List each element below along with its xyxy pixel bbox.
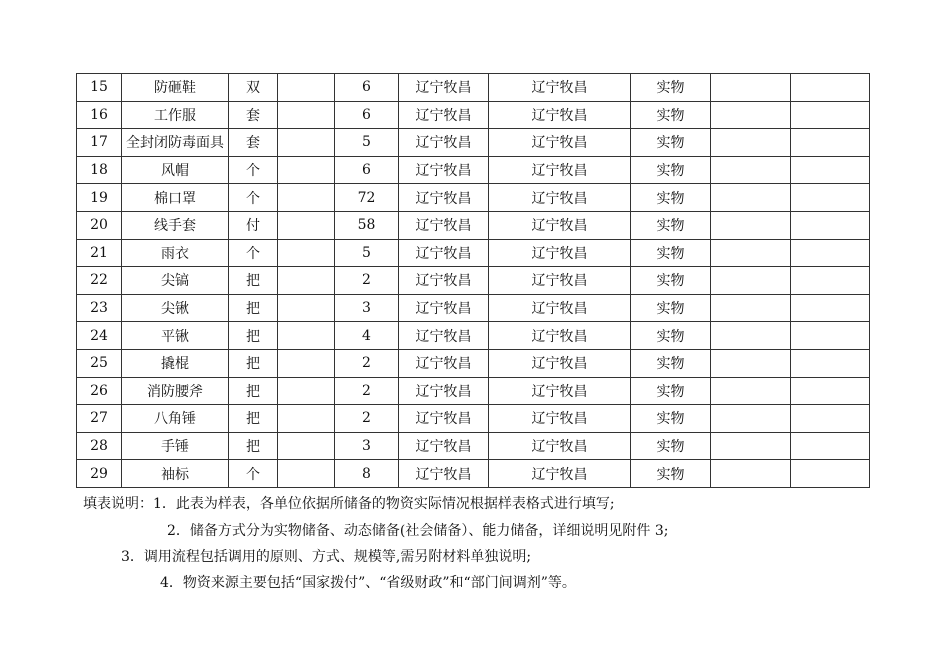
cell-owner: 辽宁牧昌 bbox=[399, 156, 489, 184]
cell-storage-method: 实物 bbox=[631, 156, 711, 184]
cell-blank bbox=[278, 211, 335, 239]
cell-blank bbox=[711, 184, 791, 212]
cell-owner: 辽宁牧昌 bbox=[399, 294, 489, 322]
cell-blank bbox=[278, 239, 335, 267]
note-line-2: 2．储备方式分为实物储备、动态储备(社会储备）、能力储备，详细说明见附件 3; bbox=[167, 523, 669, 539]
table-row bbox=[77, 432, 870, 460]
cell-blank bbox=[791, 405, 870, 433]
cell-index: 28 bbox=[77, 432, 122, 460]
cell-index: 21 bbox=[77, 239, 122, 267]
cell-quantity: 2 bbox=[335, 405, 399, 433]
cell-location: 辽宁牧昌 bbox=[489, 74, 631, 102]
cell-quantity: 58 bbox=[335, 211, 399, 239]
cell-blank bbox=[278, 432, 335, 460]
cell-quantity: 6 bbox=[335, 156, 399, 184]
cell-owner: 辽宁牧昌 bbox=[399, 74, 489, 102]
cell-unit: 付 bbox=[229, 211, 278, 239]
cell-blank bbox=[791, 432, 870, 460]
cell-blank bbox=[711, 349, 791, 377]
cell-owner: 辽宁牧昌 bbox=[399, 432, 489, 460]
cell-location: 辽宁牧昌 bbox=[489, 101, 631, 129]
cell-blank bbox=[791, 377, 870, 405]
cell-blank bbox=[278, 101, 335, 129]
cell-item-name: 袖标 bbox=[122, 460, 229, 488]
cell-location: 辽宁牧昌 bbox=[489, 211, 631, 239]
cell-index: 27 bbox=[77, 405, 122, 433]
cell-location: 辽宁牧昌 bbox=[489, 184, 631, 212]
cell-index: 29 bbox=[77, 460, 122, 488]
cell-storage-method: 实物 bbox=[631, 239, 711, 267]
cell-location: 辽宁牧昌 bbox=[489, 239, 631, 267]
cell-blank bbox=[711, 405, 791, 433]
cell-location: 辽宁牧昌 bbox=[489, 349, 631, 377]
cell-quantity: 2 bbox=[335, 267, 399, 295]
table-row bbox=[77, 156, 870, 184]
cell-index: 15 bbox=[77, 74, 122, 102]
table-row bbox=[77, 377, 870, 405]
table-row bbox=[77, 322, 870, 350]
cell-blank bbox=[791, 184, 870, 212]
table-row bbox=[77, 184, 870, 212]
cell-blank bbox=[278, 377, 335, 405]
cell-quantity: 5 bbox=[335, 239, 399, 267]
cell-location: 辽宁牧昌 bbox=[489, 294, 631, 322]
cell-storage-method: 实物 bbox=[631, 405, 711, 433]
table-row bbox=[77, 294, 870, 322]
cell-blank bbox=[711, 267, 791, 295]
cell-item-name: 手锤 bbox=[122, 432, 229, 460]
table-row bbox=[77, 239, 870, 267]
cell-storage-method: 实物 bbox=[631, 211, 711, 239]
note-line-3: 3．调用流程包括调用的原则、方式、规模等,需另附材料单独说明; bbox=[121, 549, 532, 565]
cell-storage-method: 实物 bbox=[631, 432, 711, 460]
table-row bbox=[77, 460, 870, 488]
cell-unit: 套 bbox=[229, 101, 278, 129]
cell-blank bbox=[711, 74, 791, 102]
cell-unit: 把 bbox=[229, 377, 278, 405]
cell-blank bbox=[711, 432, 791, 460]
cell-quantity: 5 bbox=[335, 129, 399, 157]
cell-blank bbox=[791, 349, 870, 377]
cell-storage-method: 实物 bbox=[631, 129, 711, 157]
table-row bbox=[77, 405, 870, 433]
cell-blank bbox=[711, 460, 791, 488]
cell-unit: 把 bbox=[229, 322, 278, 350]
cell-owner: 辽宁牧昌 bbox=[399, 405, 489, 433]
cell-owner: 辽宁牧昌 bbox=[399, 460, 489, 488]
cell-blank bbox=[278, 184, 335, 212]
inventory-sheet bbox=[76, 73, 870, 488]
cell-blank bbox=[791, 101, 870, 129]
cell-quantity: 6 bbox=[335, 74, 399, 102]
cell-unit: 把 bbox=[229, 432, 278, 460]
table-row bbox=[77, 349, 870, 377]
cell-blank bbox=[791, 267, 870, 295]
cell-blank bbox=[711, 156, 791, 184]
table-row bbox=[77, 74, 870, 102]
cell-blank bbox=[278, 74, 335, 102]
cell-blank bbox=[278, 460, 335, 488]
cell-item-name: 防砸鞋 bbox=[122, 74, 229, 102]
cell-item-name: 工作服 bbox=[122, 101, 229, 129]
cell-index: 25 bbox=[77, 349, 122, 377]
cell-item-name: 全封闭防毒面具 bbox=[122, 129, 229, 157]
cell-location: 辽宁牧昌 bbox=[489, 460, 631, 488]
cell-quantity: 4 bbox=[335, 322, 399, 350]
cell-location: 辽宁牧昌 bbox=[489, 267, 631, 295]
inventory-table bbox=[76, 73, 870, 488]
cell-index: 26 bbox=[77, 377, 122, 405]
cell-storage-method: 实物 bbox=[631, 322, 711, 350]
cell-blank bbox=[278, 349, 335, 377]
cell-storage-method: 实物 bbox=[631, 377, 711, 405]
cell-location: 辽宁牧昌 bbox=[489, 156, 631, 184]
cell-storage-method: 实物 bbox=[631, 460, 711, 488]
cell-owner: 辽宁牧昌 bbox=[399, 349, 489, 377]
cell-owner: 辽宁牧昌 bbox=[399, 267, 489, 295]
cell-quantity: 3 bbox=[335, 432, 399, 460]
cell-unit: 把 bbox=[229, 294, 278, 322]
cell-item-name: 撬棍 bbox=[122, 349, 229, 377]
cell-quantity: 3 bbox=[335, 294, 399, 322]
cell-owner: 辽宁牧昌 bbox=[399, 184, 489, 212]
cell-unit: 双 bbox=[229, 74, 278, 102]
cell-item-name: 消防腰斧 bbox=[122, 377, 229, 405]
cell-owner: 辽宁牧昌 bbox=[399, 211, 489, 239]
cell-owner: 辽宁牧昌 bbox=[399, 101, 489, 129]
cell-location: 辽宁牧昌 bbox=[489, 322, 631, 350]
table-row bbox=[77, 129, 870, 157]
cell-blank bbox=[278, 267, 335, 295]
cell-storage-method: 实物 bbox=[631, 101, 711, 129]
table-row bbox=[77, 211, 870, 239]
cell-storage-method: 实物 bbox=[631, 267, 711, 295]
cell-blank bbox=[278, 294, 335, 322]
cell-blank bbox=[278, 156, 335, 184]
cell-index: 23 bbox=[77, 294, 122, 322]
cell-blank bbox=[711, 294, 791, 322]
cell-unit: 把 bbox=[229, 349, 278, 377]
cell-storage-method: 实物 bbox=[631, 294, 711, 322]
cell-unit: 个 bbox=[229, 184, 278, 212]
cell-item-name: 雨衣 bbox=[122, 239, 229, 267]
cell-quantity: 2 bbox=[335, 377, 399, 405]
cell-location: 辽宁牧昌 bbox=[489, 377, 631, 405]
cell-index: 20 bbox=[77, 211, 122, 239]
cell-index: 18 bbox=[77, 156, 122, 184]
table-row bbox=[77, 267, 870, 295]
cell-blank bbox=[791, 74, 870, 102]
cell-blank bbox=[791, 211, 870, 239]
cell-blank bbox=[791, 129, 870, 157]
cell-location: 辽宁牧昌 bbox=[489, 129, 631, 157]
cell-storage-method: 实物 bbox=[631, 184, 711, 212]
cell-blank bbox=[791, 322, 870, 350]
cell-blank bbox=[278, 322, 335, 350]
cell-unit: 把 bbox=[229, 405, 278, 433]
cell-owner: 辽宁牧昌 bbox=[399, 129, 489, 157]
cell-index: 17 bbox=[77, 129, 122, 157]
cell-unit: 个 bbox=[229, 239, 278, 267]
cell-quantity: 8 bbox=[335, 460, 399, 488]
cell-owner: 辽宁牧昌 bbox=[399, 322, 489, 350]
cell-item-name: 尖镐 bbox=[122, 267, 229, 295]
cell-quantity: 6 bbox=[335, 101, 399, 129]
cell-location: 辽宁牧昌 bbox=[489, 405, 631, 433]
table-row bbox=[77, 101, 870, 129]
cell-blank bbox=[711, 101, 791, 129]
cell-index: 16 bbox=[77, 101, 122, 129]
cell-index: 22 bbox=[77, 267, 122, 295]
cell-item-name: 平锹 bbox=[122, 322, 229, 350]
cell-unit: 把 bbox=[229, 267, 278, 295]
cell-owner: 辽宁牧昌 bbox=[399, 239, 489, 267]
cell-blank bbox=[711, 322, 791, 350]
cell-item-name: 八角锤 bbox=[122, 405, 229, 433]
cell-blank bbox=[791, 294, 870, 322]
cell-storage-method: 实物 bbox=[631, 74, 711, 102]
cell-item-name: 风帽 bbox=[122, 156, 229, 184]
cell-item-name: 尖锹 bbox=[122, 294, 229, 322]
cell-owner: 辽宁牧昌 bbox=[399, 377, 489, 405]
cell-unit: 个 bbox=[229, 156, 278, 184]
cell-index: 24 bbox=[77, 322, 122, 350]
note-line-1: 填表说明：1．此表为样表，各单位依据所储备的物资实际情况根据样表格式进行填写; bbox=[83, 496, 615, 512]
cell-item-name: 线手套 bbox=[122, 211, 229, 239]
cell-blank bbox=[711, 239, 791, 267]
cell-unit: 个 bbox=[229, 460, 278, 488]
cell-blank bbox=[711, 377, 791, 405]
table-body bbox=[77, 74, 870, 488]
cell-blank bbox=[791, 156, 870, 184]
cell-unit: 套 bbox=[229, 129, 278, 157]
cell-quantity: 72 bbox=[335, 184, 399, 212]
cell-item-name: 棉口罩 bbox=[122, 184, 229, 212]
note-line-4: 4．物资来源主要包括“国家拨付”、“省级财政”和“部门间调剂”等。 bbox=[160, 575, 576, 591]
cell-location: 辽宁牧昌 bbox=[489, 432, 631, 460]
cell-blank bbox=[711, 211, 791, 239]
cell-blank bbox=[278, 129, 335, 157]
cell-quantity: 2 bbox=[335, 349, 399, 377]
cell-blank bbox=[711, 129, 791, 157]
cell-blank bbox=[791, 460, 870, 488]
cell-storage-method: 实物 bbox=[631, 349, 711, 377]
cell-index: 19 bbox=[77, 184, 122, 212]
cell-blank bbox=[791, 239, 870, 267]
cell-blank bbox=[278, 405, 335, 433]
